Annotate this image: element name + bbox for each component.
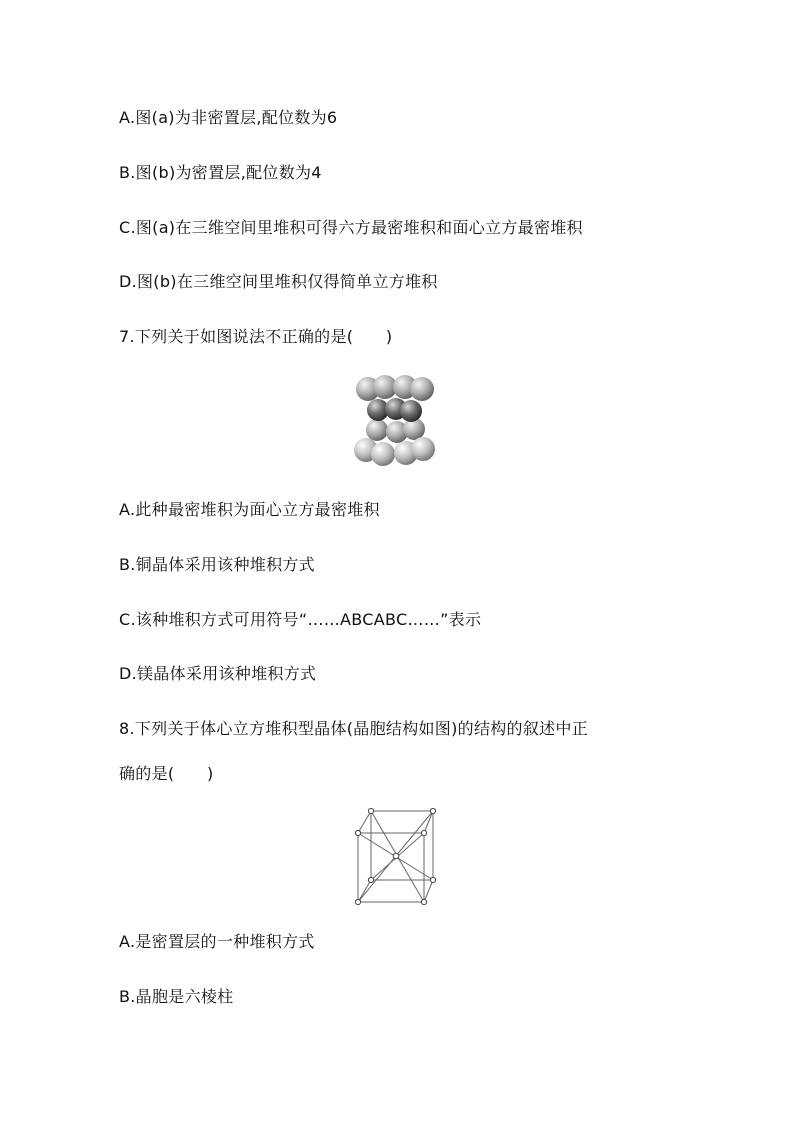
q8-stem-line-1: 8.下列关于体心立方堆积型晶体(晶胞结构如图)的结构的叙述中正: [119, 719, 589, 738]
close-packed-spheres-figure: [350, 372, 442, 468]
q6-option-b: B.图(b)为密置层,配位数为4: [119, 163, 322, 182]
q8-stem-line-2: 确的是( ): [119, 764, 214, 783]
q6-option-c: C.图(a)在三维空间里堆积可得六方最密堆积和面心立方最密堆积: [119, 218, 583, 237]
q6-option-a: A.图(a)为非密置层,配位数为6: [119, 108, 338, 127]
q7-option-d: D.镁晶体采用该种堆积方式: [119, 664, 317, 683]
q7-stem: 7.下列关于如图说法不正确的是( ): [119, 327, 393, 346]
bcc-unit-cell-figure: [350, 806, 442, 908]
q6-option-d: D.图(b)在三维空间里堆积仅得简单立方堆积: [119, 272, 438, 291]
q7-option-a: A.此种最密堆积为面心立方最密堆积: [119, 500, 380, 519]
q7-option-c: C.该种堆积方式可用符号“……ABCABC……”表示: [119, 610, 482, 629]
q8-option-a: A.是密置层的一种堆积方式: [119, 932, 315, 951]
q8-option-b: B.晶胞是六棱柱: [119, 987, 234, 1006]
q7-option-b: B.铜晶体采用该种堆积方式: [119, 555, 315, 574]
